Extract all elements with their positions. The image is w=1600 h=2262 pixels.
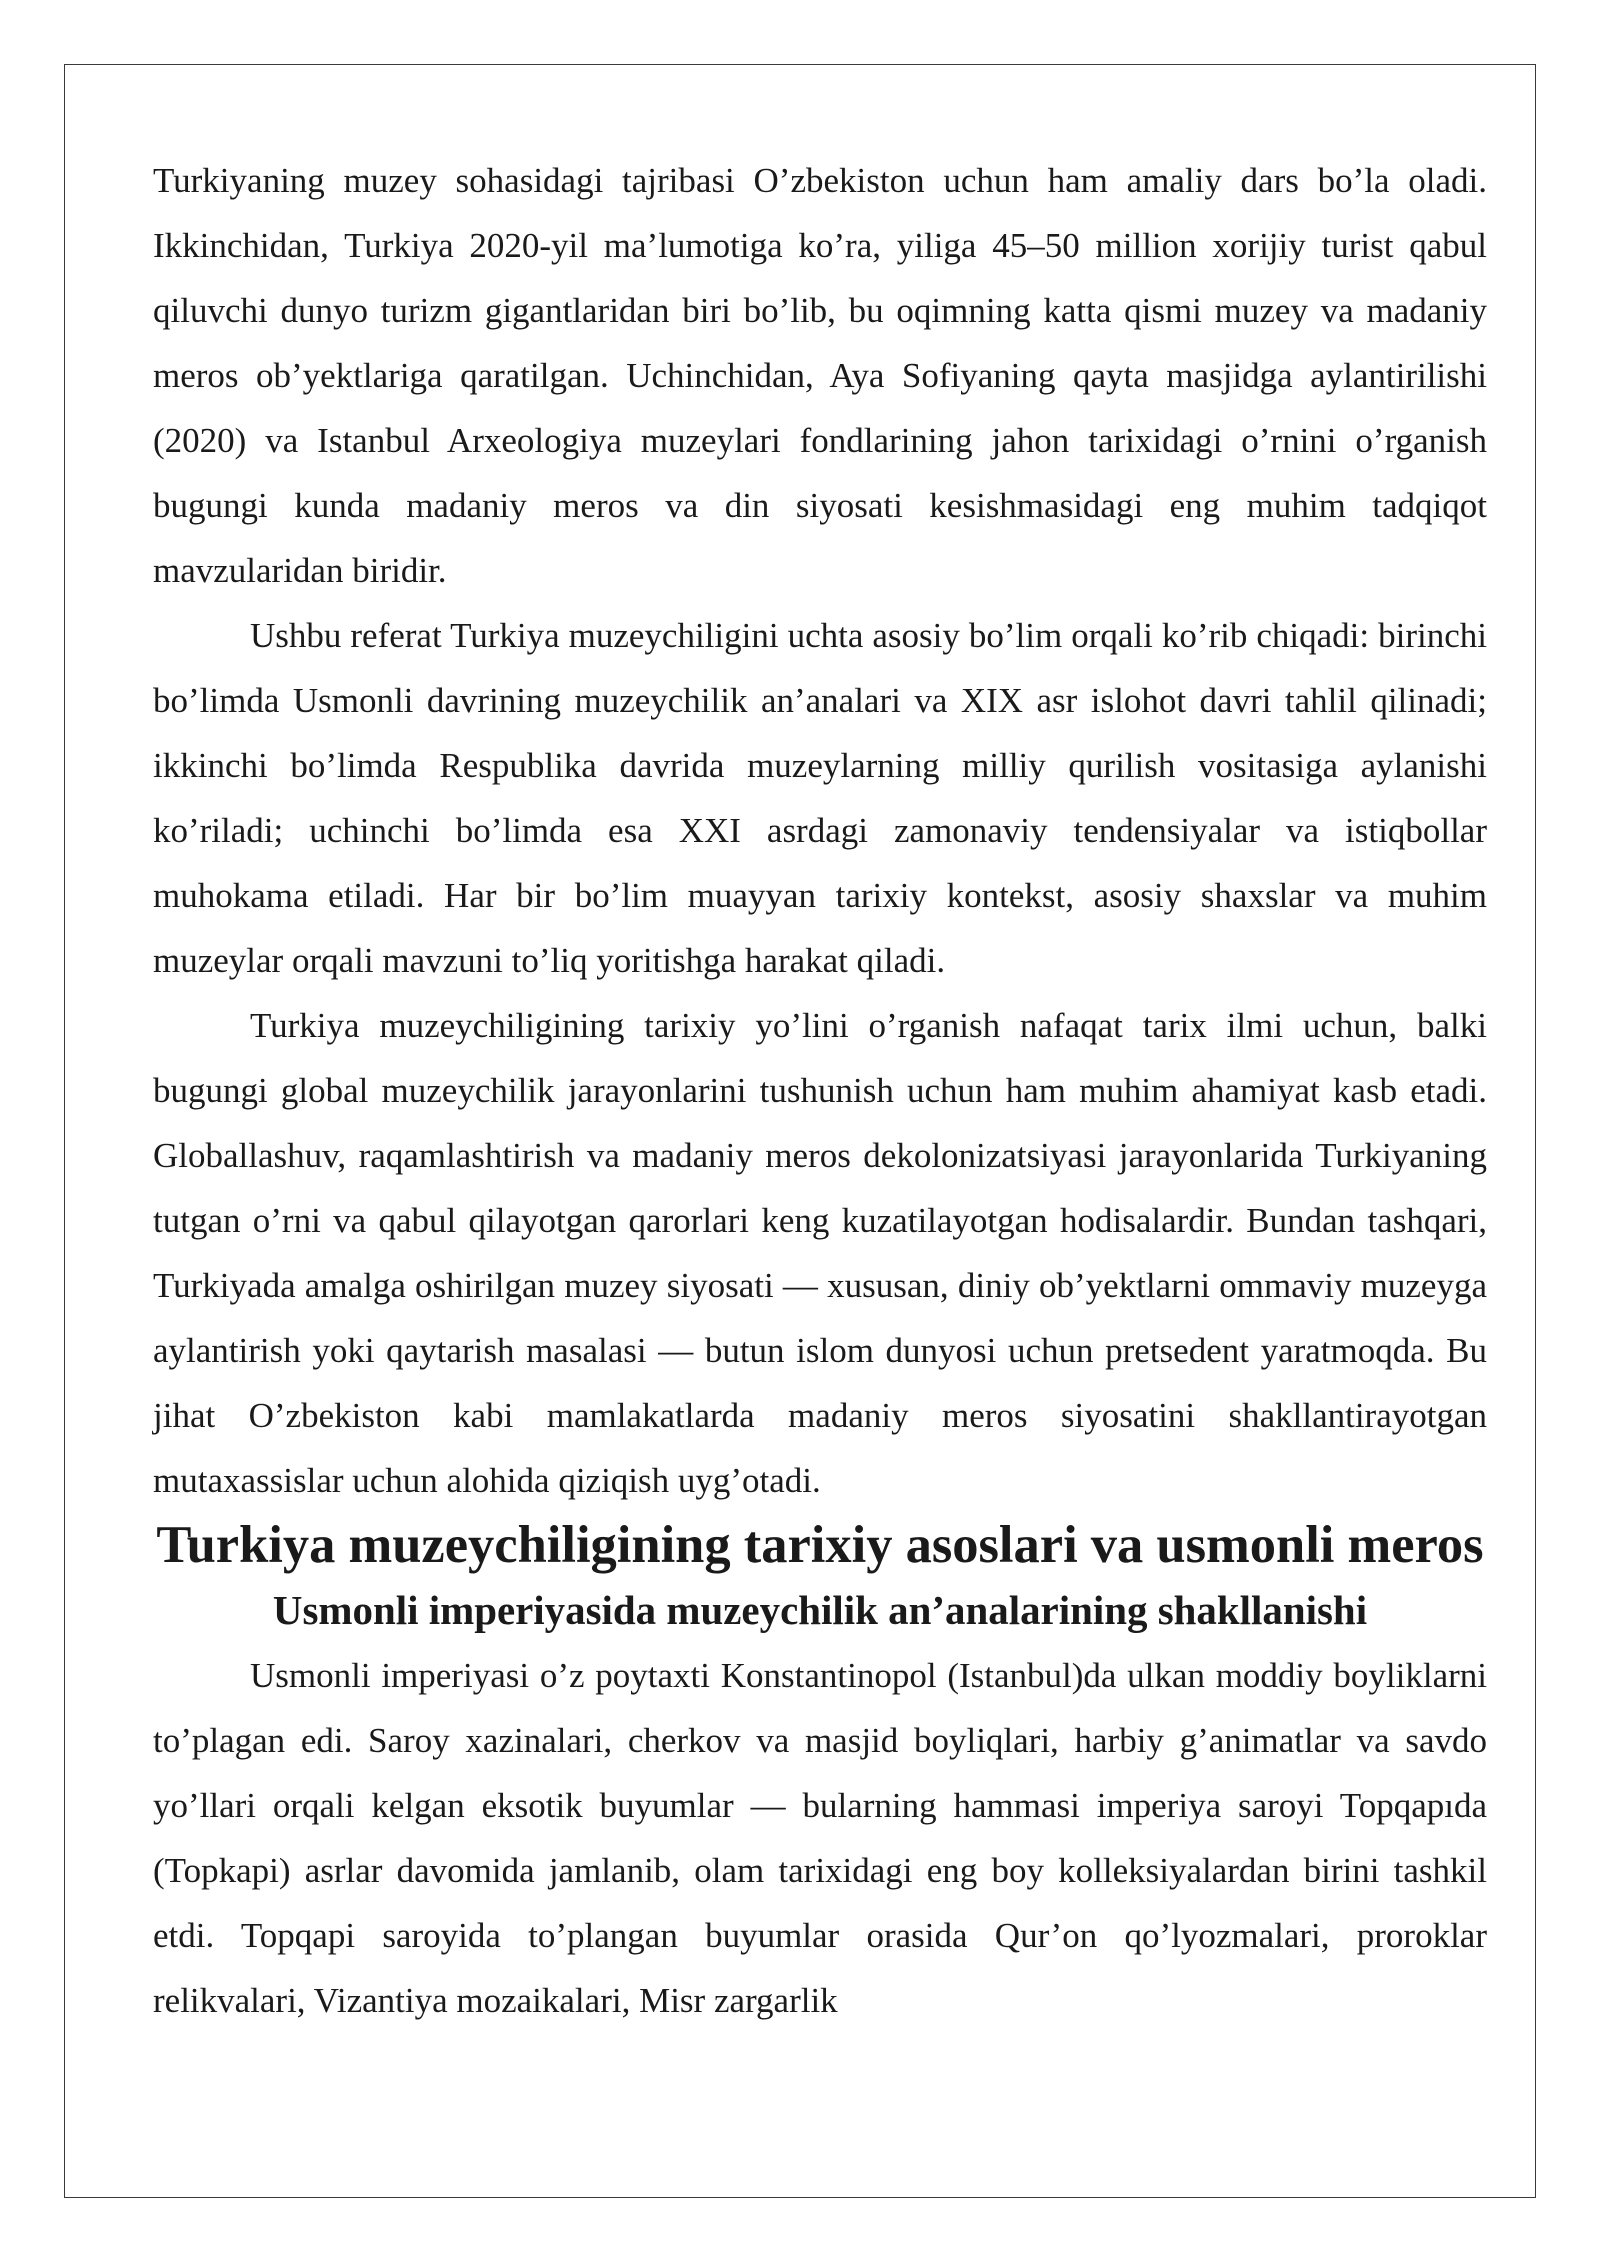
document-body <box>153 148 1487 2033</box>
body-paragraph-2: Ushbu referat Turkiya muzeychiligini uchta asosiy bo’lim orqali ko’rib chiqadi: birinchi bo’limda Usmonli davrining muzeychilik an’analari va XIX asr islohot davri tahlil qilinadi; ikkinchi bo’limda Respublika davrida muzeylarning milliy qurilish vositasiga aylanishi ko’riladi; uchinchi bo’limda esa XXI asrdagi zamonaviy tendensiyalar va istiqbollar muhokama etiladi. Har bir bo’lim muayyan tarixiy kontekst, asosiy shaxslar va muhim muzeylar orqali mavzuni to’liq yoritishga harakat qiladi. <box>153 616 1487 980</box>
section-heading: Turkiya muzeychiligining tarixiy asoslari va usmonli meros <box>156 1516 1484 1574</box>
section-paragraph: Usmonli imperiyasi o’z poytaxti Konstantinopol (Istanbul)da ulkan moddiy boyliklarni to’plagan edi. Saroy xazinalari, cherkov va masjid boyliqlari, harbiy g’animatlar va savdo yo’llari orqali kelgan eksotik buyumlar — bularning hammasi imperiya saroyi Topqapıda (Topkapi) asrlar davomida jamlanib, olam tarixidagi eng boy kolleksiyalardan birini tashkil etdi. Topqapi saroyida to’plangan buyumlar orasida Qur’on qo’lyozmalari, proroklar relikvalari, Vizantiya mozaikalari, Misr zargarlik <box>153 1656 1487 2020</box>
body-paragraph-1: Turkiyaning muzey sohasidagi tajribasi O’zbekiston uchun ham amaliy dars bo’la oladi. Ikkinchidan, Turkiya 2020-yil ma’lumotiga ko’ra, yiliga 45–50 million xorijiy turist qabul qiluvchi dunyo turizm gigantlaridan biri bo’lib, bu oqimning katta qismi muzey va madaniy meros ob’yektlariga qaratilgan. Uchinchidan, Aya Sofiyaning qayta masjidga aylantirilishi (2020) va Istanbul Arxeologiya muzeylari fondlarining jahon tarixidagi o’rnini o’rganish bugungi kunda madaniy meros va din siyosati kesishmasidagi eng muhim tadqiqot mavzularidan biridir. <box>153 161 1487 590</box>
subsection-heading: Usmonli imperiyasida muzeychilik an’analarining shakllanishi <box>272 1588 1368 1633</box>
body-paragraph-3: Turkiya muzeychiligining tarixiy yo’lini o’rganish nafaqat tarix ilmi uchun, balki bugungi global muzeychilik jarayonlarini tushunish uchun ham muhim ahamiyat kasb etadi. Globallashuv, raqamlashtirish va madaniy meros dekolonizatsiyasi jarayonlarida Turkiyaning tutgan o’rni va qabul qilayotgan qarorlari keng kuzatilayotgan hodisalardir. Bundan tashqari, Turkiyada amalga oshirilgan muzey siyosati — xususan, diniy ob’yektlarni ommaviy muzeyga aylantirish yoki qaytarish masalasi — butun islom dunyosi uchun pretsedent yaratmoqda. Bu jihat O’zbekiston kabi mamlakatlarda madaniy meros siyosatini shakllantirayotgan mutaxassislar uchun alohida qiziqish uyg’otadi. <box>153 1006 1487 1500</box>
